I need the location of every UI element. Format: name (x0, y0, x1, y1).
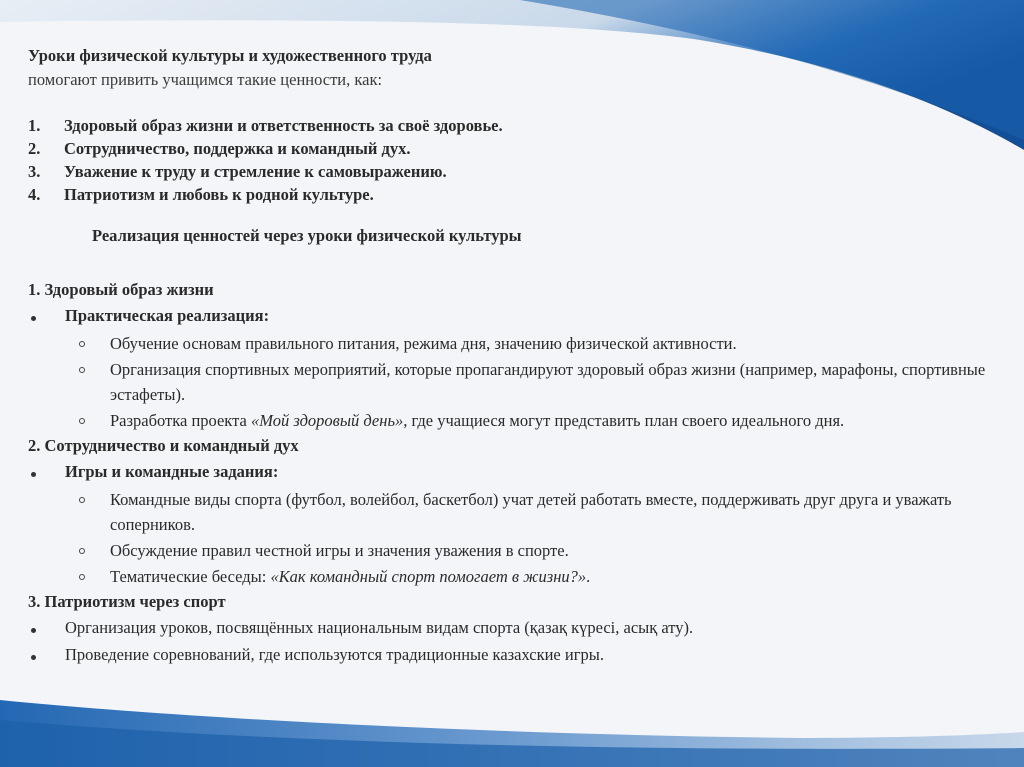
bullet-dot (31, 628, 36, 633)
list-text: Патриотизм и любовь к родной культуре. (64, 185, 374, 204)
circle-bullet-icon (79, 548, 85, 554)
sub-item-text: Обучение основам правильного питания, режима дня, значению физической активности. (110, 334, 737, 353)
sub-item-text: Командные виды спорта (футбол, волейбол, баскетбол) учат детей работать вместе, поддерживать друг друга и уважать соперников. (110, 490, 952, 534)
list-text: Уважение к труду и стремление к самовыражению. (64, 162, 447, 181)
bullet-dot (31, 472, 36, 477)
section-heading: Реализация ценностей через уроки физической культуры (92, 226, 522, 245)
bullet-text: Организация уроков, посвящённых национальным видам спорта (қазақ күресі, асық ату). (65, 618, 694, 637)
values-list-item (28, 137, 1008, 160)
bullet-dot (31, 316, 36, 321)
list-number: 4. (28, 185, 41, 204)
section-title-3: 3. Патриотизм через спорт (28, 592, 226, 611)
bullet-item (28, 643, 1008, 670)
bullet-dot (31, 655, 36, 660)
bullet-item (28, 616, 1008, 643)
list-text: Здоровый образ жизни и ответственность за своё здоровье. (64, 116, 503, 135)
bullet-text: Игры и командные задания: (65, 462, 279, 481)
circle-bullet-icon (79, 574, 85, 580)
values-list-item (28, 114, 1008, 137)
section-title-1: 1. Здоровый образ жизни (28, 280, 214, 299)
intro-subtitle: помогают привить учащимся такие ценности, как: (28, 70, 383, 89)
list-number: 3. (28, 162, 41, 181)
sub-item (28, 487, 1008, 537)
list-text: Сотрудничество, поддержка и командный дух. (64, 139, 411, 158)
section-title-2: 2. Сотрудничество и командный дух (28, 436, 299, 455)
circle-bullet-icon (79, 341, 85, 347)
slide-content (28, 44, 1008, 670)
sub-item-text: Тематические беседы: «Как командный спорт помогает в жизни?». (110, 567, 591, 586)
project-name: «Мой здоровый день» (250, 411, 404, 430)
discussion-topic: «Как командный спорт помогает в жизни?» (270, 567, 587, 586)
sub-item-text: Обсуждение правил честной игры и значения уважения в спорте. (110, 541, 569, 560)
bullet-text: Проведение соревнований, где используются традиционные казахские игры. (65, 645, 604, 664)
sub-item (28, 564, 1008, 589)
list-number: 1. (28, 116, 41, 135)
bullet-text: Практическая реализация: (65, 306, 270, 325)
bullet-item (28, 304, 1008, 331)
sub-item (28, 538, 1008, 563)
values-list-item (28, 160, 1008, 183)
values-list-item (28, 183, 1008, 206)
intro-title: Уроки физической культуры и художественного труда (28, 46, 432, 65)
sub-item (28, 357, 1008, 407)
bullet-item (28, 460, 1008, 487)
sub-item (28, 408, 1008, 433)
sub-item (28, 331, 1008, 356)
circle-bullet-icon (79, 497, 85, 503)
sub-item-text: Разработка проекта «Мой здоровый день», где учащиеся могут представить план своего идеального дня. (110, 411, 845, 430)
list-number: 2. (28, 139, 41, 158)
sub-item-text: Организация спортивных мероприятий, которые пропагандируют здоровый образ жизни (например, марафоны, спортивные эстафеты). (110, 360, 986, 404)
circle-bullet-icon (79, 418, 85, 424)
circle-bullet-icon (79, 367, 85, 373)
